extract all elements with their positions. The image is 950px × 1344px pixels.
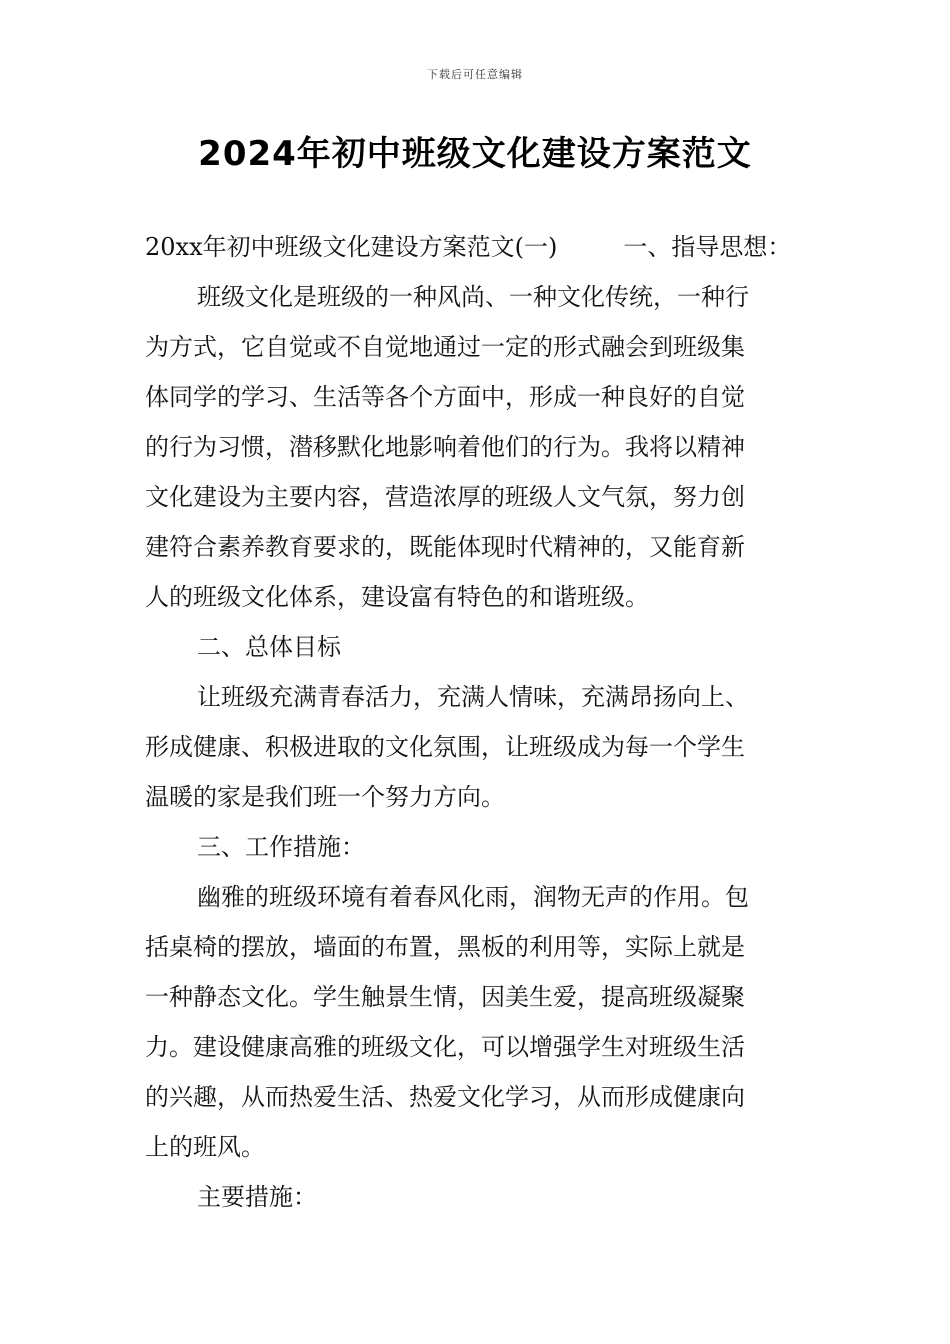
paragraph-line: 的行为习惯，潜移默化地影响着他们的行为。我将以精神 [145, 433, 745, 461]
paragraph-line: 力。建设健康高雅的班级文化，可以增强学生对班级生活 [145, 1033, 745, 1061]
paragraph-line: 建符合素养教育要求的，既能体现时代精神的，又能育新 [145, 533, 745, 561]
paragraph-line: 让班级充满青春活力，充满人情味，充满昂扬向上、 [197, 683, 749, 711]
main-measures-heading: 主要措施： [197, 1183, 317, 1211]
paragraph-line: 体同学的学习、生活等各个方面中，形成一种良好的自觉 [145, 383, 745, 411]
paragraph-line: 文化建设为主要内容，营造浓厚的班级人文气氛，努力创 [145, 483, 745, 511]
paragraph-line: 上的班风。 [145, 1133, 265, 1161]
document-title: 2024年初中班级文化建设方案范文 [198, 134, 752, 174]
paragraph-line: 为方式，它自觉或不自觉地通过一定的形式融会到班级集 [145, 333, 745, 361]
paragraph-line: 一种静态文化。学生触景生情，因美生爱，提高班级凝聚 [145, 983, 745, 1011]
paragraph-line: 形成健康、积极进取的文化氛围，让班级成为每一个学生 [145, 733, 745, 761]
section3-heading: 三、工作措施： [197, 833, 365, 861]
intro-line [145, 222, 807, 272]
paragraph-line: 的兴趣，从而热爱生活、热爱文化学习，从而形成健康向 [145, 1083, 745, 1111]
document-body [145, 222, 807, 1222]
paragraph-line: 温暖的家是我们班一个努力方向。 [145, 783, 505, 811]
paragraph-line: 幽雅的班级环境有着春风化雨，润物无声的作用。包 [197, 883, 749, 911]
paragraph-line: 班级文化是班级的一种风尚、一种文化传统，一种行 [197, 283, 749, 311]
paragraph-line: 括桌椅的摆放，墙面的布置，黑板的利用等，实际上就是 [145, 933, 745, 961]
header-note: 下载后可任意编辑 [427, 68, 523, 81]
subtitle: 20xx年初中班级文化建设方案范文(一) [145, 233, 558, 261]
paragraph-line: 人的班级文化体系，建设富有特色的和谐班级。 [145, 583, 649, 611]
section2-heading: 二、总体目标 [197, 633, 341, 661]
section1-heading: 一、指导思想： [623, 233, 792, 261]
